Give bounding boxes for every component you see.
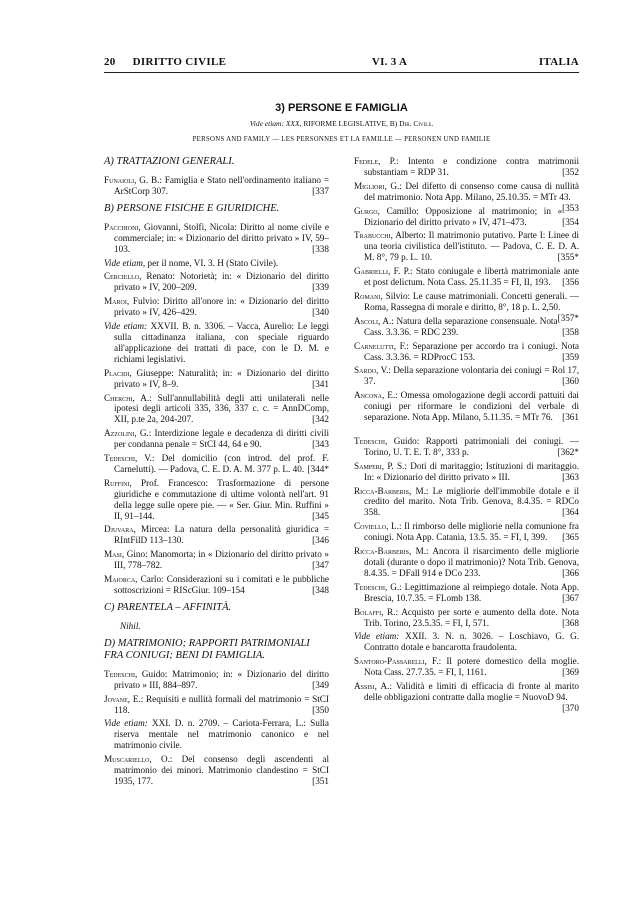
section-heading: D) MATRIMONIO; RAPPORTI PATRIMONIALI FRA CONIUGI; BENI DI FAMIGLIA. <box>104 637 310 661</box>
entry-author: Maroi, <box>104 296 130 307</box>
bibliography-entry <box>354 156 579 178</box>
bibliography-entry <box>104 478 329 522</box>
vide-prefix: Vide etiam: <box>249 119 284 128</box>
entry-author: Vide etiam: <box>354 631 400 642</box>
bibliography-entry <box>354 436 579 458</box>
entry-author: Vide etiam: <box>104 718 148 729</box>
bibliography-entry <box>354 316 579 338</box>
bibliography-entry <box>354 390 579 423</box>
entry-text: A.: Sull'annullabilità degli atti unilaterali nelle ipotesi degli articoli 335, 336, 337 c. c. = AnnDComp, XII, p.te 2a, 204-207. <box>114 392 329 425</box>
entry-author: Assisi, <box>354 681 377 692</box>
entry-number: [362* <box>557 446 579 457</box>
entry-author: Maiorca, <box>104 574 138 585</box>
entry-author: Jovane, <box>104 693 131 704</box>
entry-author: Cerciello, <box>104 271 142 282</box>
entry-number: [345 <box>312 510 329 521</box>
entry-author: Djuvara, <box>104 524 136 535</box>
entry-author: Tedeschi, <box>104 668 138 679</box>
bibliography-entry <box>104 258 329 269</box>
entry-text: XXI. D. n. 2709. – Cariota-Ferrara, L.: Sulla riserva mentale nel matrimonio canonico e nel matrimonio civile. <box>114 718 330 751</box>
entry-text: F. P.: Stato coniugale e libertà matrimoniale ante et post delictum. Nota Cass. 25.11.35 = FI, II, 193. <box>364 266 580 288</box>
entry-author: Muscariello, <box>104 754 152 765</box>
bibliography-entry <box>354 266 579 288</box>
vide-ref: XXX, <box>285 119 302 128</box>
page-header <box>104 56 579 68</box>
entry-text: E.: Requisiti e nullità formali del matrimonio = StCI 118. <box>114 693 329 715</box>
entry-number: [357* <box>557 312 579 323</box>
entry-number: [355* <box>557 252 579 263</box>
entry-author: Gabrielli, <box>354 266 391 277</box>
entry-number: [344* <box>307 463 329 474</box>
vide-etiam-line <box>104 119 579 128</box>
entry-text: Silvio: Le cause matrimoniali. Concetti generali. — Roma, Rassegna di morale e diritto, 8°, 18 p. L. 2,50. <box>364 290 579 312</box>
bibliography-entry <box>104 271 329 293</box>
entry-text: M.: Le migliorie dell'immobile dotale e il credito del marito. Nota Trib. Genova, 8.4.35. = RDCo 358. <box>364 485 580 518</box>
entry-text: P.: Intento e condizione contra matrimonii substantiam = RDP 31. <box>364 156 579 177</box>
bibliography-entry <box>104 574 329 596</box>
entry-number: [361 <box>562 412 579 423</box>
entry-author: Ancona, <box>354 390 385 401</box>
entry-number: [353 <box>562 202 579 213</box>
entry-number: [364 <box>562 507 579 518</box>
bibliography-entry <box>354 461 579 483</box>
entry-text: O.: Del consenso degli ascendenti al matrimonio dei minori. Matrimonio clandestino = StCI 1935, 177. <box>114 754 329 786</box>
entry-number: [358 <box>562 326 579 337</box>
entry-text: F.: Separazione per accordo tra i coniugi. Nota Cass. 3.3.36. = RDProcC 153. <box>364 340 579 362</box>
entry-text: per il nome, VI. 3. H (Stato Civile). <box>147 257 279 268</box>
entry-author: Coviello, <box>354 521 389 532</box>
entry-number: [365 <box>562 532 579 543</box>
entry-author: Migliori, <box>354 180 387 191</box>
bibliography-entry <box>354 365 579 387</box>
entry-number: [348 <box>312 585 329 595</box>
entry-text: Prof. Francesco: Trasformazione di persone giuridiche e commutazione di ultime volontà nell'art. 91 della legge sulle opere pie. — « Ser. Giur. Min. Ruffini » II, 91–144. <box>114 477 329 521</box>
multilingual-subtitle: PERSONS AND FAMILY — LES PERSONNES ET LA FAMILLE — PERSONEN UND FAMILIE <box>192 136 491 143</box>
entry-author: Vide etiam: <box>104 321 148 332</box>
entry-author: Romani, <box>354 290 383 301</box>
entry-text: G.: Del difetto di consenso come causa di nullità del matrimonio. Nota App. Milano, 25.10.35. = MTr 43. <box>364 180 580 202</box>
entry-text: Guido: Rapporti patrimoniali dei coniugi. — Torino, U. T. E. T. 8°, 333 p. <box>364 435 579 457</box>
entry-number: [356 <box>562 277 579 288</box>
entry-text: V.: Della separazione volontaria dei coniugi = Rol 17, 37. <box>364 365 579 387</box>
entry-text: A.: Validità e limiti di efficacia di fronte al marito delle obbligazioni contratte dalla moglie = NuovoD 94. <box>364 681 579 702</box>
entry-number: [349 <box>312 679 329 690</box>
bibliography-entry <box>104 453 329 475</box>
entry-text: Giovanni, Stolfi, Nicola: Diritto al nome civile e commerciale; in: « Dizionario del diritto privato » IV, 59–103. <box>114 221 329 254</box>
entry-author: Samperi, <box>354 460 385 471</box>
section-heading: B) PERSONE FISICHE E GIURIDICHE. <box>104 202 280 214</box>
bibliography-entry <box>354 607 579 629</box>
volume-label: VI. 3 A <box>371 56 408 68</box>
entry-text: R.: Acquisto per sorte e aumento della dote. Nota Trib. Torino, 23.5.35. = FI, I, 571. <box>364 606 580 628</box>
entry-author: Ascoli, <box>354 315 381 326</box>
entry-author: Gurgo, <box>354 205 380 216</box>
entry-text: E.: Omessa omologazione degli accordi pattuiti dai coniugi per riformare le condizioni del verbale di separazione. Nota App. Milano, 5.11.35. = MTr 76. <box>364 390 579 423</box>
entry-author: Ricca-Barberis, <box>354 546 412 557</box>
bibliography-entry <box>354 656 579 678</box>
entry-number: [366 <box>562 567 579 578</box>
entry-number: [346 <box>312 535 329 546</box>
group-spacer <box>354 426 579 436</box>
bibliography-entry <box>104 549 329 571</box>
entry-author: Sardo, <box>354 365 379 376</box>
entry-text: V.: Del domicilio (con introd. del prof. F. Carnelutti). — Padova, C. E. D. A. M. 377 p. L. 40. <box>114 453 329 474</box>
entry-text: Fulvio: Diritto all'onore in: « Dizionario del diritto privato » IV, 426–429. <box>114 296 330 318</box>
bibliography-entry <box>104 428 329 450</box>
bibliography-entry <box>104 718 329 751</box>
entry-number: [370 <box>562 702 579 713</box>
entry-author: Carnelutti, <box>354 340 397 351</box>
entry-number: [352 <box>562 166 579 177</box>
entry-text: Renato: Notorietà; in: « Dizionario del diritto privato » IV, 200–209. <box>114 271 330 293</box>
entry-number: [347 <box>312 560 329 571</box>
entry-text: P. S.: Doti di maritaggio; Istituzioni di maritaggio. In: « Dizionario del diritto privato » III. <box>364 460 579 482</box>
country-label: ITALIA <box>538 56 579 68</box>
entry-number: [338 <box>312 243 329 254</box>
entry-author: Pacchioni, <box>104 221 141 232</box>
entry-text: F.: Il potere domestico della moglie. Nota Cass. 27.7.35. = FI, I, 1161. <box>364 656 580 678</box>
section-heading: A) TRATTAZIONI GENERALI. <box>104 156 235 167</box>
entry-author: Masi, <box>104 549 125 560</box>
left-column <box>104 156 329 790</box>
entry-number: [350 <box>312 704 329 715</box>
entry-author: Bolaffi, <box>354 606 384 617</box>
page-number: 20 <box>104 56 116 68</box>
entry-number: [340 <box>312 307 329 318</box>
entry-text: Camillo: Opposizione al matrimonio; in « Dizionario del diritto privato » IV, 471–473. <box>364 205 563 227</box>
section-heading: C) PARENTELA – AFFINITÀ. <box>104 601 232 613</box>
entry-number: [363 <box>562 471 579 482</box>
bibliography-entry <box>354 582 579 604</box>
entry-text: G.: Legittimazione al reimpiego dotale. Nota App. Brescia, 10.7.35. = FLomb 138. <box>364 581 579 603</box>
entry-author: Santoro-Passarelli, <box>354 656 427 667</box>
page-title: 3) PERSONE E FAMIGLIA <box>275 102 408 114</box>
entry-text: Alberto: Il matrimonio putativo. Parte I: Linee di una teoria civilistica dell'istituto. — Padova, C. E. D. A. M. 8°, 79 p. L. 10. <box>364 230 579 263</box>
entry-text: Giuseppe: Naturalità; in: « Dizionario del diritto privato » IV, 8–9. <box>114 367 329 389</box>
bibliography-entry <box>104 368 329 390</box>
entry-number: [342 <box>312 414 329 425</box>
bibliography-entry <box>354 681 579 713</box>
entry-text: Mircea: La natura della personalità giuridica = RIntFilD 113–130. <box>114 524 329 546</box>
bibliography-entry <box>354 546 579 579</box>
bibliography-entry <box>104 754 329 787</box>
bibliography-entry <box>354 631 579 653</box>
entry-author: Fedele, <box>354 156 381 166</box>
right-column <box>354 156 579 714</box>
entry-author: Azzolini, <box>104 428 137 439</box>
entry-number: [368 <box>562 617 579 628</box>
entry-author: Tedeschi, <box>104 453 138 464</box>
bibliography-entry <box>354 486 579 519</box>
section-name: DIRITTO CIVILE <box>132 56 227 68</box>
entry-number: [351 <box>312 775 329 786</box>
bibliography-entry <box>354 230 579 263</box>
bibliography-entry <box>104 694 329 716</box>
entry-text: XXII. 3. N. n. 3026. – Loschiavo, G. G. Contratto dotale e bancarotta fraudolenta. <box>364 631 580 653</box>
bibliography-entry <box>104 222 329 255</box>
entry-text: G. B.: Famiglia e Stato nell'ordinamento italiano = ArStCorp 307. <box>114 175 330 196</box>
entry-text: L.: Il rimborso delle migliorie nella comunione fra coniugi. Nota App. Catania, 13.5. 35. = FI, I, 399. <box>364 521 579 543</box>
entry-number: [343 <box>312 439 329 450</box>
entry-author: Tedeschi, <box>354 581 388 592</box>
entry-number: [369 <box>562 667 579 678</box>
entry-text: XXVII. B. n. 3306. – Vacca, Aurelio: Le leggi sulla cittadinanza italiana, con speciale riguardo all'applicazione dei trattati di pace, con le D. M. e richiami legislativi. <box>114 321 330 364</box>
entry-author: Ruffini, <box>104 477 132 488</box>
entry-text: Gino: Manomorta; in « Dizionario del diritto privato » III, 778–782. <box>114 549 329 571</box>
bibliography-entry <box>104 175 329 197</box>
header-left <box>104 56 240 68</box>
entry-number: [341 <box>312 378 329 389</box>
vide-text: RIFORME LEGISLATIVE, B) Dir. Civile. <box>303 119 434 128</box>
entry-number: [360 <box>562 376 579 387</box>
entry-author: Funaioli, <box>104 175 137 185</box>
entry-author: Tedeschi, <box>354 435 388 446</box>
entry-number: [359 <box>562 351 579 362</box>
entry-number: [354 <box>562 216 579 227</box>
bibliography-entry <box>104 321 329 365</box>
bibliography-entry <box>354 341 579 363</box>
bibliography-entry <box>354 521 579 543</box>
entry-author: Placidi, <box>104 367 132 378</box>
bibliography-entry <box>354 206 579 228</box>
entry-text: G.: Interdizione legale e decadenza di diritti civili per condanna penale = StCI 44, 64 e 90. <box>114 428 330 450</box>
entry-author: Ricca-Barberis, <box>354 485 412 496</box>
entry-text: A.: Natura della separazione consensuale. Nota Cass. 3.3.36. = RDC 239. <box>364 315 558 337</box>
entry-number: [367 <box>562 592 579 603</box>
entry-author: Cherchi, <box>104 392 135 403</box>
nihil-note: Nihil. <box>120 620 141 631</box>
bibliography-entry <box>104 296 329 318</box>
entry-author: Vide etiam, <box>104 257 146 268</box>
entry-text: Guido: Matrimonio; in: « Dizionario del diritto privato » III, 884–897. <box>114 668 330 690</box>
header-rule <box>104 72 579 73</box>
bibliography-entry <box>104 393 329 426</box>
entry-number: [339 <box>312 282 329 293</box>
entry-number: [337 <box>312 185 329 196</box>
entry-text: Carlo: Considerazioni su i comitati e le pubbliche sottoscrizioni = RIScGiur. 109–154 <box>114 574 330 595</box>
entry-text: M.: Ancora il risarcimento delle migliorie dotali (durante o dopo il matrimonio)? Nota Trib. Genova, 8.4.35. = DFall 914 e DCo 233. <box>364 546 579 578</box>
bibliography-entry <box>104 524 329 546</box>
entry-author: Trabucchi, <box>354 230 393 241</box>
bibliography-entry <box>104 669 329 691</box>
